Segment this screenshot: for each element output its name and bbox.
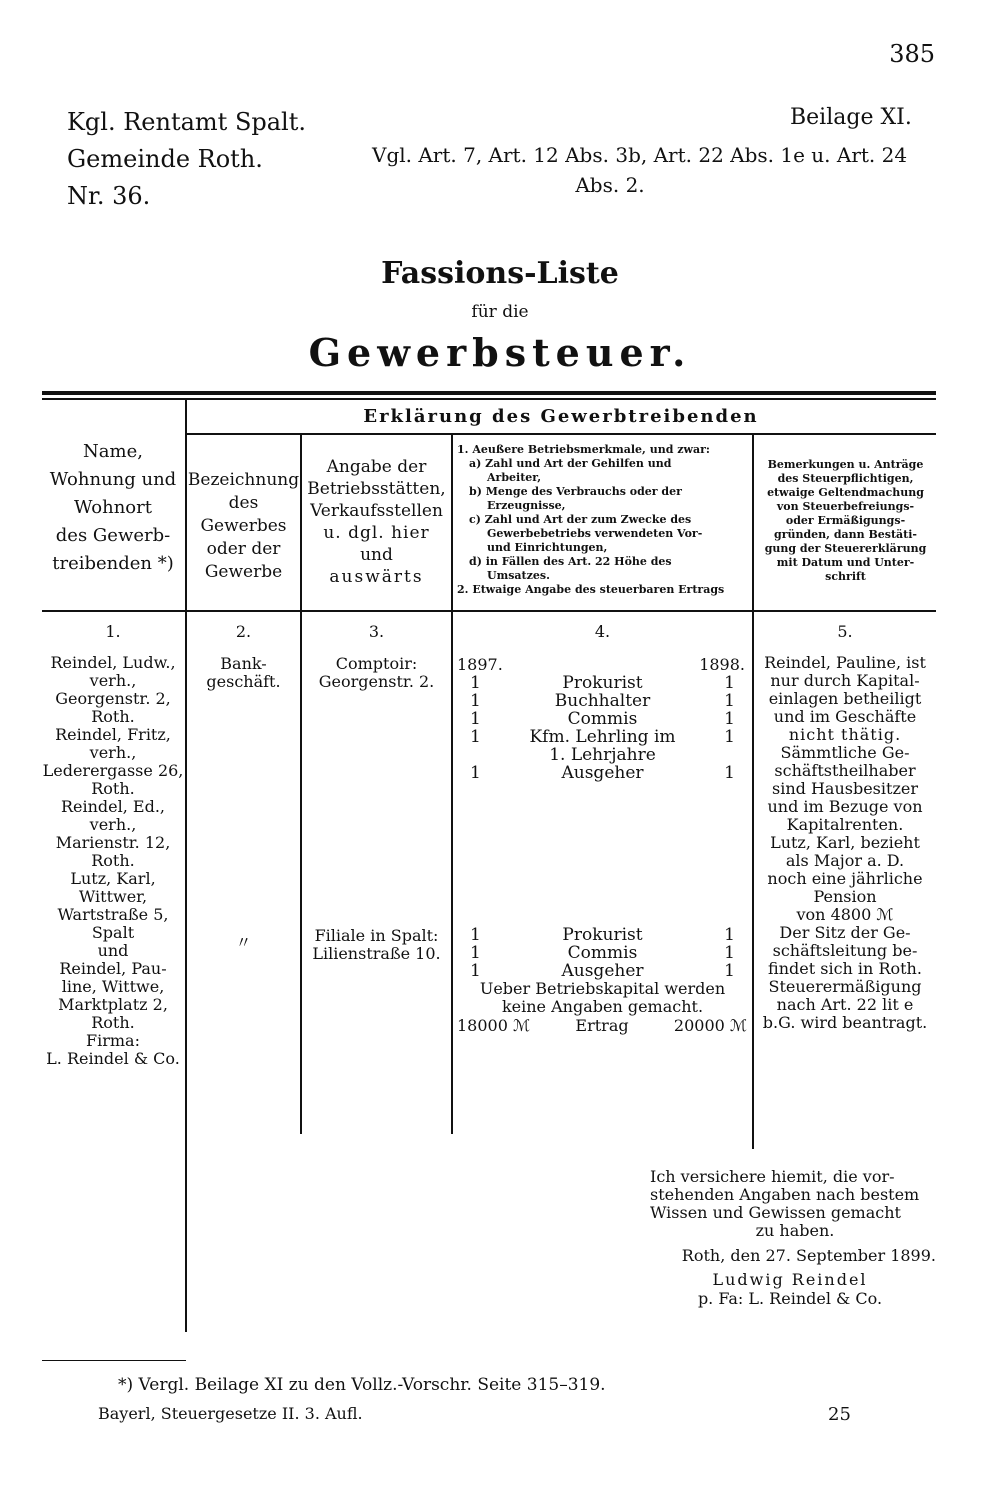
col3-body-line: Comptoir:	[335, 654, 418, 673]
staff-role: Kfm. Lehrling im	[529, 727, 676, 747]
col5-header-line: mit Datum und Unter-	[776, 556, 915, 569]
col5-body-line: findet sich in Roth.	[768, 959, 922, 978]
col5-header-line: etwaige Geltendmachung	[767, 486, 924, 499]
staff-role: Prokurist	[562, 925, 643, 945]
col5-body-line: Steuerermäßigung	[768, 977, 922, 996]
col5-header-line: des Steuerpflichtigen,	[777, 472, 914, 485]
col4-header-line: a) Zahl und Art der Gehilfen und	[469, 457, 672, 470]
yield-label: Ertrag	[575, 1016, 629, 1035]
footnote-rule	[42, 1360, 186, 1361]
staff-qty-1897: 1	[470, 727, 481, 747]
staff-role: Prokurist	[562, 673, 643, 693]
col5-body-line: nur durch Kapital-	[770, 671, 920, 690]
staff-row	[470, 962, 735, 980]
col5-body-line: Der Sitz der Ge-	[779, 923, 911, 942]
staff-role: Ausgeher	[561, 961, 644, 981]
col1-body-line: verh.,	[89, 815, 137, 834]
staff-qty-1898: 1	[724, 727, 735, 747]
col4-header-line: und Einrichtungen,	[487, 541, 608, 554]
col5-body-line: Sämmtliche Ge-	[780, 743, 910, 762]
table-top-rule-thin	[42, 398, 936, 400]
col5-body-line: von 4800 ℳ	[796, 905, 894, 924]
footer-source: Bayerl, Steuergesetze II. 3. Aufl.	[98, 1404, 363, 1423]
col4-year-1898: 1898.	[699, 655, 745, 674]
col5-body	[754, 654, 936, 1032]
signature-firm: p. Fa: L. Reindel & Co.	[697, 1289, 883, 1308]
group-header: Erklärung des Gewerbtreibenden	[363, 406, 759, 427]
col3-header-line: Angabe der	[326, 457, 427, 477]
col1-body-line: line, Wittwe,	[61, 977, 165, 996]
col3-header	[302, 456, 451, 588]
col5-body-line: und im Geschäfte	[773, 707, 917, 726]
staff-row	[470, 746, 735, 764]
declaration-line: zu haben.	[755, 1221, 835, 1240]
col3-body-line: Filiale in Spalt:	[314, 926, 439, 945]
col5-body-line: schäftstheilhaber	[774, 761, 916, 780]
col1-body-line: Reindel, Ed.,	[60, 797, 166, 816]
col1-body-line: Marienstr. 12,	[55, 833, 171, 852]
staff-row	[470, 764, 735, 782]
staff-qty-1897: 1	[470, 961, 481, 981]
staff-qty-1897: 1	[470, 709, 481, 729]
col2-header-line: des	[228, 493, 259, 513]
staff-row	[470, 944, 735, 962]
col1-body-line: Wartstraße 5,	[57, 905, 169, 924]
col1-body-line: Lederergasse 26,	[42, 761, 184, 780]
col5-header-line: gung der Steuererklärung	[764, 542, 927, 555]
col-number-1: 1.	[105, 622, 121, 641]
reference-line-1: Vgl. Art. 7, Art. 12 Abs. 3b, Art. 22 Abs. 1e u. Art. 24	[372, 143, 908, 167]
col1-body-line: L. Reindel & Co.	[46, 1049, 180, 1068]
col2-body-entry-1	[187, 655, 300, 691]
col4-header-line: Gewerbebetriebs verwendeten Vor-	[487, 527, 703, 540]
col5-header-line: schrift	[825, 570, 866, 583]
capital-note-line: keine Angaben gemacht.	[501, 997, 704, 1016]
table-top-rule-thick	[42, 391, 936, 395]
staff-qty-1897: 1	[470, 763, 481, 783]
col1-body-line: Roth.	[91, 707, 135, 726]
col4-header-line: Arbeiter,	[487, 471, 542, 484]
office-label: Kgl. Rentamt Spalt.	[67, 108, 307, 136]
signature	[640, 1270, 940, 1308]
col-number-4: 4.	[594, 622, 611, 641]
declaration-line: Ich versichere hiemit, die vor-	[650, 1167, 895, 1186]
supplement-label: Beilage XI.	[790, 105, 912, 130]
staff-qty-1898: 1	[724, 691, 735, 711]
col-number-2: 2.	[235, 622, 252, 641]
staff-row	[470, 728, 735, 746]
col1-header	[42, 438, 184, 578]
col1-body-line: Roth.	[91, 1013, 135, 1032]
staff-row	[470, 926, 735, 944]
col5-header-line: von Steuerbefreiungs-	[776, 500, 915, 513]
place-date: Roth, den 27. September 1899.	[681, 1246, 936, 1265]
col3-header-line: u. dgl. hier	[323, 523, 430, 543]
title-line-2: für die	[471, 302, 529, 322]
staff-row	[470, 692, 735, 710]
col1-header-line: Wohnung und	[49, 469, 177, 490]
title-line-3: Gewerbsteuer.	[308, 330, 692, 375]
staff-role: Commis	[567, 943, 638, 963]
col1-body-line: Lutz, Karl,	[70, 869, 156, 888]
staff-role: 1. Lehrjahre	[549, 745, 656, 765]
col3-header-line: und	[360, 545, 393, 565]
col4-year-1897: 1897.	[457, 655, 503, 674]
declaration	[650, 1168, 940, 1240]
col2-body-line: geschäft.	[206, 672, 281, 691]
capital-note-line: Ueber Betriebskapital werden	[479, 979, 726, 998]
col1-body-line: Marktplatz 2,	[58, 995, 168, 1014]
yield-row	[457, 1016, 747, 1035]
col2-header	[187, 469, 300, 584]
col1-header-line: Name,	[83, 441, 143, 462]
signature-name: Ludwig Reindel	[712, 1270, 868, 1289]
col5-body-line: einlagen betheiligt	[768, 689, 922, 708]
staff-row	[470, 674, 735, 692]
col2-header-line: oder der	[206, 539, 281, 559]
col5-header-line: gründen, dann Bestäti-	[774, 528, 917, 541]
col3-body-entry-1	[302, 655, 451, 691]
col4-header-line: 1. Aeußere Betriebsmerkmale, und zwar:	[457, 443, 710, 456]
col5-body-line: Pension	[813, 887, 877, 906]
col1-body-line: Georgenstr. 2,	[55, 689, 171, 708]
col4-header-line: 2. Etwaige Angabe des steuerbaren Ertrags	[457, 583, 725, 596]
staff-qty-1898: 1	[724, 709, 735, 729]
col1-body	[38, 654, 188, 1068]
col1-body-line: verh.,	[89, 671, 137, 690]
header-bottom-rule	[42, 610, 936, 612]
staff-qty-1898: 1	[724, 673, 735, 693]
capital-note	[453, 980, 752, 1016]
staff-role: Commis	[567, 709, 638, 729]
col3-header-line: auswärts	[329, 567, 424, 587]
page-number: 385	[889, 40, 935, 68]
col5-body-line: Reindel, Pauline, ist	[764, 653, 926, 672]
col2-header-line: Gewerbes	[200, 516, 287, 536]
col5-body-line: sind Hausbesitzer	[772, 779, 918, 798]
col2-body-line: Bank-	[220, 654, 267, 673]
staff-role: Buchhalter	[554, 691, 651, 711]
col2-header-line: Bezeichnung	[187, 470, 300, 490]
col1-header-line: des Gewerb-	[55, 525, 171, 546]
col1-body-line: Reindel, Ludw.,	[50, 653, 176, 672]
col1-body-line: Reindel, Fritz,	[55, 725, 171, 744]
col5-body-line: Lutz, Karl, bezieht	[770, 833, 920, 852]
col5-body-line: als Major a. D.	[785, 851, 905, 870]
staff-qty-1897: 1	[470, 673, 481, 693]
staff-qty-1897: 1	[470, 925, 481, 945]
col3-body-line: Georgenstr. 2.	[318, 672, 435, 691]
staff-qty-1898: 1	[724, 943, 735, 963]
footnote: *) Vergl. Beilage XI zu den Vollz.-Vorschr. Seite 315–319.	[118, 1375, 606, 1395]
staff-qty-1898	[705, 746, 735, 764]
col2-header-line: Gewerbe	[204, 562, 283, 582]
yield-1897: 18000 ℳ	[457, 1016, 531, 1035]
col4-header-line: Erzeugnisse,	[487, 499, 566, 512]
col5-body-line: noch eine jährliche	[767, 869, 923, 888]
reference-line-2: Abs. 2.	[575, 173, 645, 197]
col3-header-line: Betriebsstätten,	[307, 479, 446, 499]
col5-body-line: Kapitalrenten.	[786, 815, 904, 834]
col-rule-3	[451, 434, 453, 1134]
col4-header-line: Umsatzes.	[487, 569, 550, 582]
staff-role: Ausgeher	[561, 763, 644, 783]
col5-body-line: nach Art. 22 lit e	[776, 995, 914, 1014]
staff-qty-1898: 1	[724, 763, 735, 783]
col5-header-line: oder Ermäßigungs-	[785, 514, 906, 527]
col5-body-line: schäftsleitung be-	[772, 941, 918, 960]
title-line-1: Fassions-Liste	[381, 256, 619, 291]
ditto-mark: 〃	[235, 933, 252, 952]
col1-body-line: Wittwer,	[78, 887, 148, 906]
col1-body-line: Firma:	[86, 1031, 140, 1050]
col5-body-line: b.G. wird beantragt.	[762, 1013, 928, 1032]
staff-qty-1898: 1	[724, 961, 735, 981]
number-label: Nr. 36.	[67, 182, 151, 210]
col5-body-line: und im Bezuge von	[767, 797, 923, 816]
declaration-line: stehenden Angaben nach bestem	[650, 1185, 920, 1204]
col4-header-line: d) in Fällen des Art. 22 Höhe des	[469, 555, 672, 568]
municipality-label: Gemeinde Roth.	[67, 145, 263, 173]
col5-header	[755, 458, 936, 584]
col4-header-line: c) Zahl und Art der zum Zwecke des	[469, 513, 692, 526]
staff-qty-1897: 1	[470, 691, 481, 711]
col-number-5: 5.	[837, 622, 853, 641]
col5-body-line: nicht thätig.	[788, 725, 902, 744]
col3-header-line: Verkaufsstellen	[310, 501, 443, 521]
col5-header-line: Bemerkungen u. Anträge	[767, 458, 924, 471]
col3-body-entry-2	[302, 927, 451, 963]
col4-header-line: b) Menge des Verbrauchs oder der	[469, 485, 682, 498]
col1-body-line: verh.,	[89, 743, 137, 762]
staff-row	[470, 710, 735, 728]
declaration-line: Wissen und Gewissen gemacht	[650, 1203, 901, 1222]
staff-qty-1897	[470, 746, 500, 764]
staff-qty-1897: 1	[470, 943, 481, 963]
col3-body-line: Lilienstraße 10.	[312, 944, 441, 963]
col1-header-line: treibenden *)	[52, 553, 174, 574]
col1-body-line: Roth.	[91, 851, 135, 870]
col1-header-line: Wohnort	[74, 497, 152, 518]
col4-header	[457, 443, 749, 597]
footer-sheet: 25	[828, 1404, 851, 1425]
staff-qty-1898: 1	[724, 925, 735, 945]
col1-body-line: Roth.	[91, 779, 135, 798]
col1-body-line: Spalt	[91, 923, 135, 942]
col1-body-line: und	[97, 941, 129, 960]
col1-body-line: Reindel, Pau-	[59, 959, 167, 978]
col-number-3: 3.	[368, 622, 385, 641]
yield-1898: 20000 ℳ	[673, 1016, 747, 1035]
group-header-rule	[186, 433, 936, 435]
